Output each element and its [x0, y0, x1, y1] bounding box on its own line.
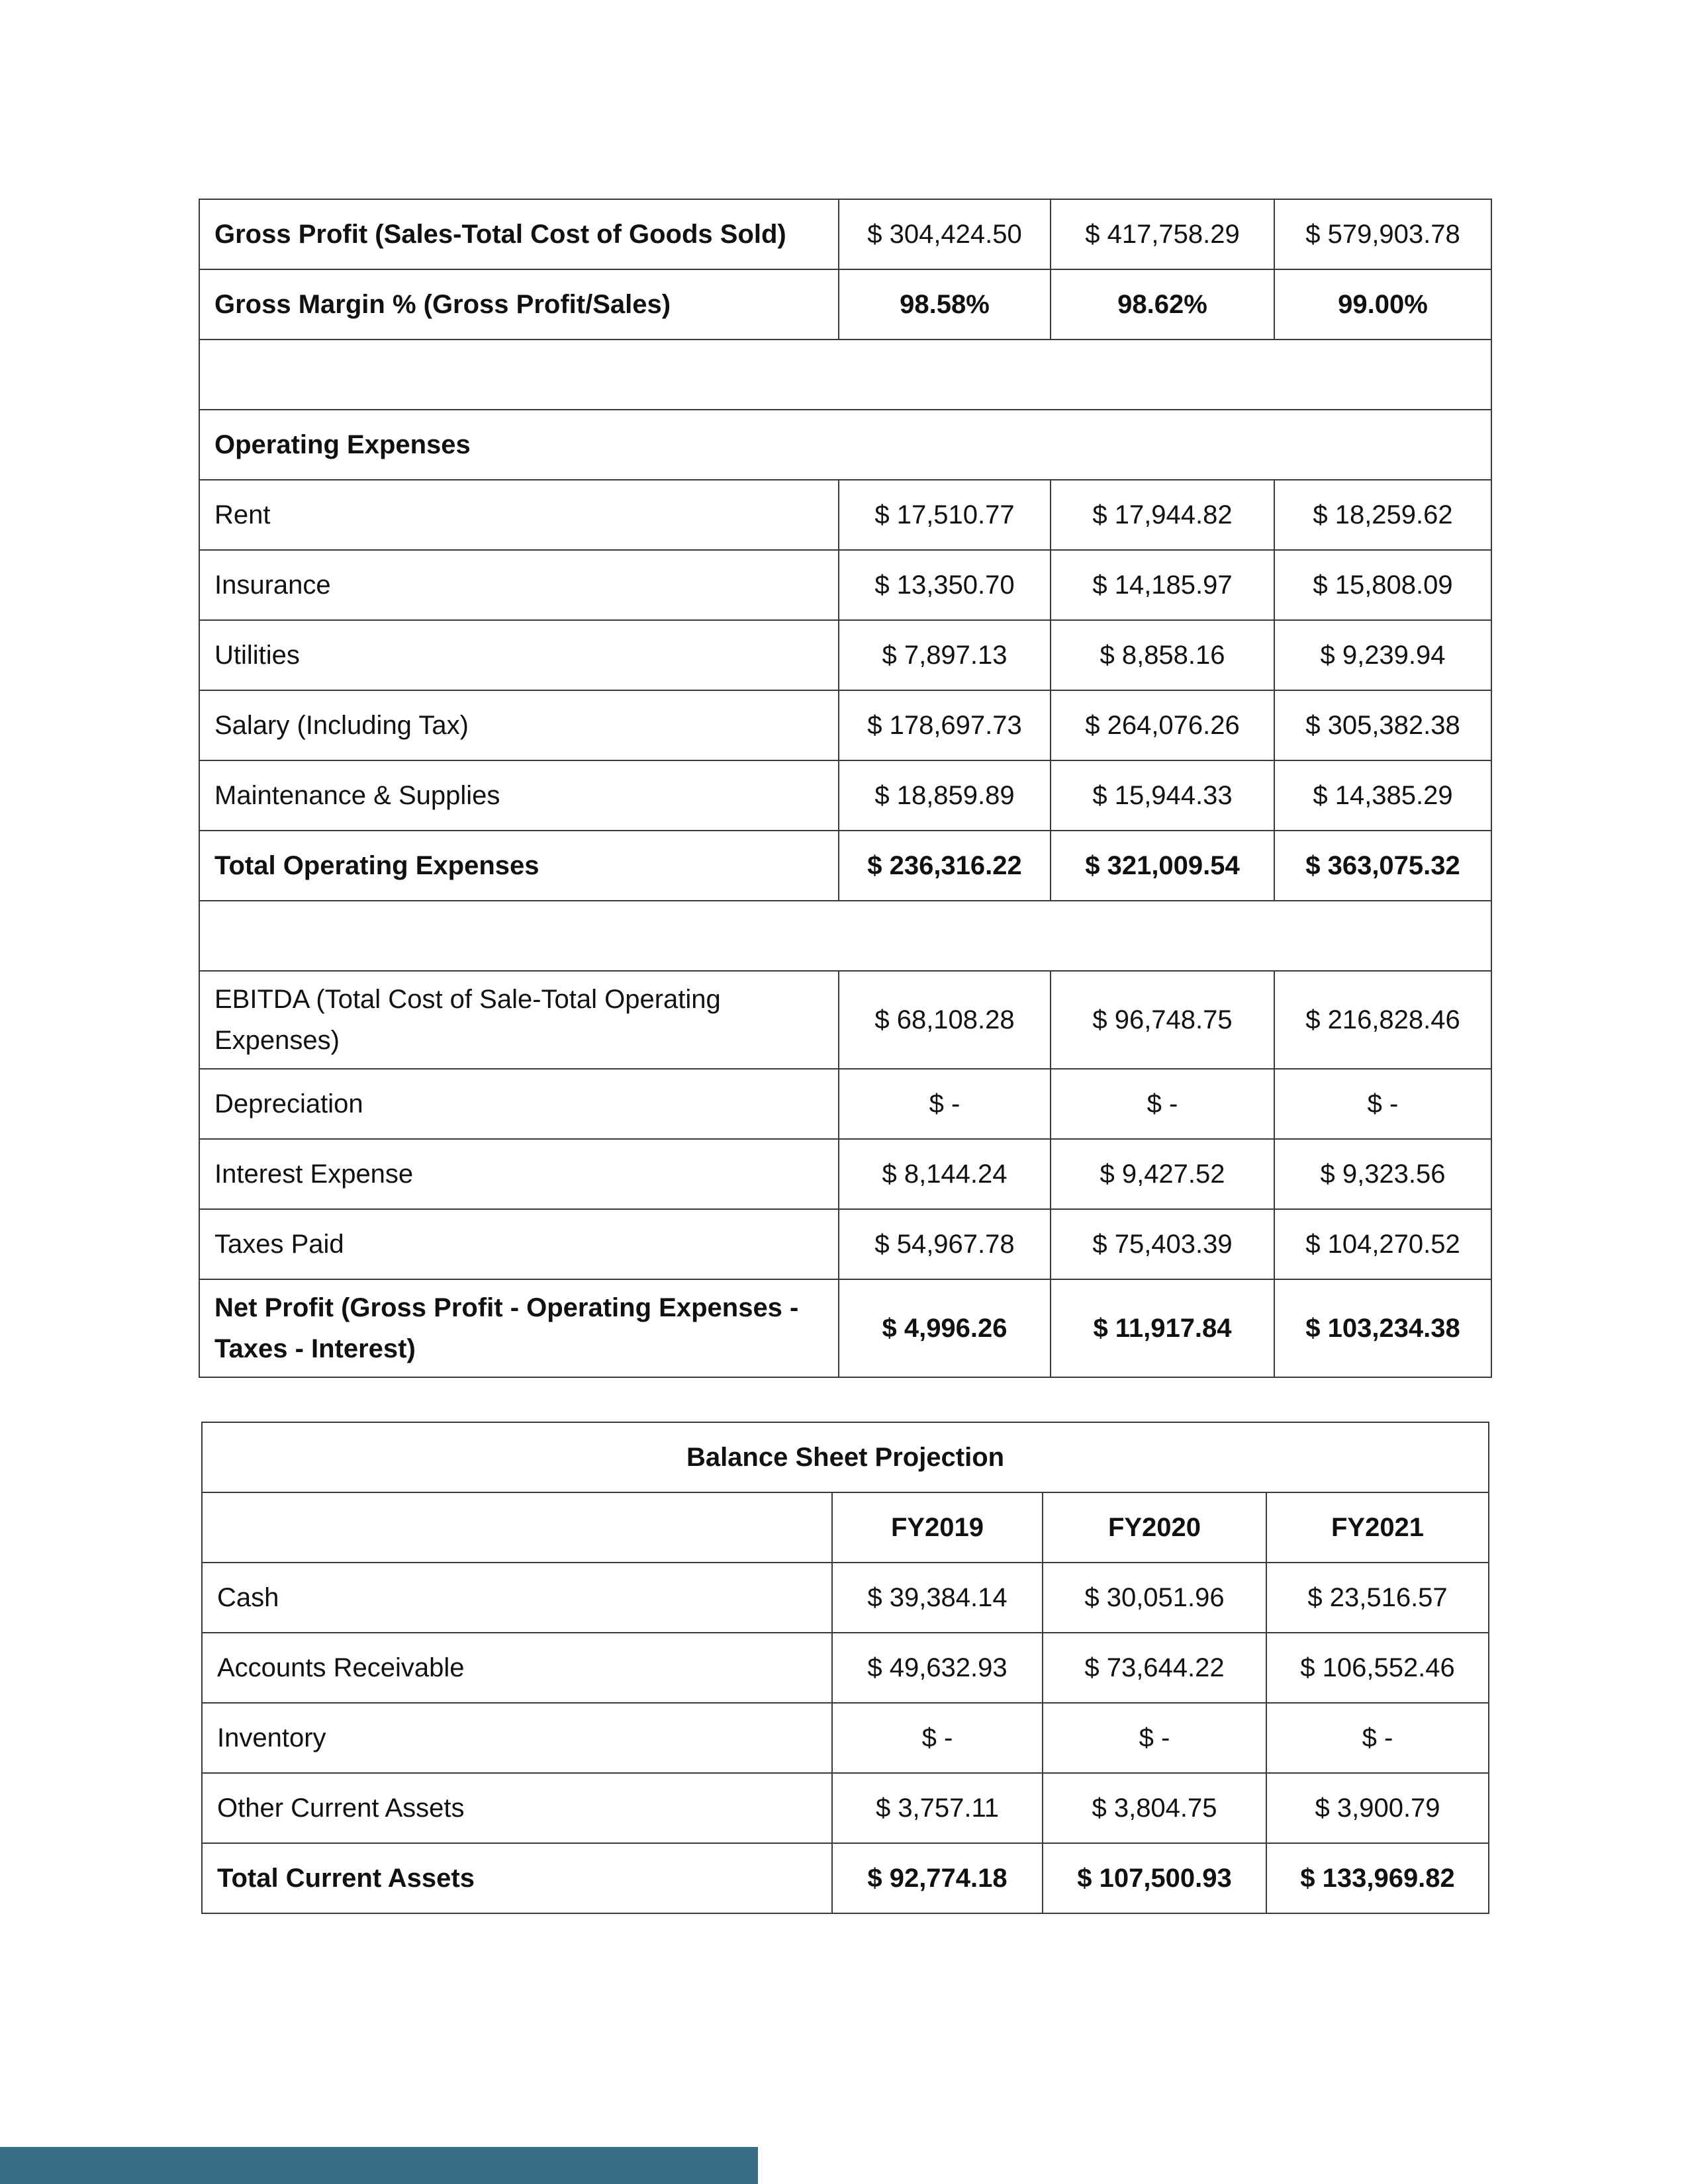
value-cell: $ 363,075.32: [1274, 831, 1491, 901]
footer-accent-bar: [0, 2147, 758, 2184]
value-cell: $ 106,552.46: [1266, 1633, 1489, 1703]
value-cell: $ 264,076.26: [1051, 690, 1274, 760]
value-cell: $ 54,967.78: [839, 1209, 1051, 1279]
value-cell: $ 96,748.75: [1051, 971, 1274, 1069]
value-cell: $ 68,108.28: [839, 971, 1051, 1069]
value-cell: 99.00%: [1274, 269, 1491, 340]
row-label: Taxes Paid: [199, 1209, 839, 1279]
value-cell: $ 92,774.18: [832, 1843, 1043, 1913]
section-heading: Operating Expenses: [199, 410, 1491, 480]
value-cell: $ 9,427.52: [1051, 1139, 1274, 1209]
row-label: Maintenance & Supplies: [199, 760, 839, 831]
value-cell: $ 11,917.84: [1051, 1279, 1274, 1377]
row-label: Gross Profit (Sales-Total Cost of Goods Sold): [199, 199, 839, 269]
table-row: [199, 1069, 1491, 1139]
table-row: [199, 480, 1491, 550]
value-cell: $ 18,259.62: [1274, 480, 1491, 550]
value-cell: $ 216,828.46: [1274, 971, 1491, 1069]
table-row: [199, 1209, 1491, 1279]
row-label: Total Current Assets: [202, 1843, 832, 1913]
row-label: Gross Margin % (Gross Profit/Sales): [199, 269, 839, 340]
section-header-row: [199, 410, 1491, 480]
value-cell: $ -: [839, 1069, 1051, 1139]
value-cell: $ 321,009.54: [1051, 831, 1274, 901]
table-title-row: [202, 1422, 1489, 1492]
value-cell: $ 8,858.16: [1051, 620, 1274, 690]
row-label: Rent: [199, 480, 839, 550]
value-cell: $ 39,384.14: [832, 1563, 1043, 1633]
value-cell: $ -: [1266, 1703, 1489, 1773]
row-label: Total Operating Expenses: [199, 831, 839, 901]
total-row: [199, 831, 1491, 901]
value-cell: $ 133,969.82: [1266, 1843, 1489, 1913]
value-cell: $ 3,757.11: [832, 1773, 1043, 1843]
table-row: [202, 1633, 1489, 1703]
value-cell: $ -: [1274, 1069, 1491, 1139]
value-cell: $ 417,758.29: [1051, 199, 1274, 269]
table-row: [199, 1139, 1491, 1209]
value-cell: $ -: [832, 1703, 1043, 1773]
row-label: Interest Expense: [199, 1139, 839, 1209]
value-cell: $ 75,403.39: [1051, 1209, 1274, 1279]
row-label: Salary (Including Tax): [199, 690, 839, 760]
spacer-row: [199, 901, 1491, 971]
table-row: [199, 760, 1491, 831]
value-cell: 98.58%: [839, 269, 1051, 340]
row-label: Accounts Receivable: [202, 1633, 832, 1703]
table-row: [202, 1563, 1489, 1633]
value-cell: $ 178,697.73: [839, 690, 1051, 760]
row-label: Net Profit (Gross Profit - Operating Expenses - Taxes - Interest): [199, 1279, 839, 1377]
row-label: Cash: [202, 1563, 832, 1633]
column-header: FY2020: [1043, 1492, 1266, 1563]
income-statement-table: [199, 199, 1492, 1378]
value-cell: $ 49,632.93: [832, 1633, 1043, 1703]
table-title: Balance Sheet Projection: [202, 1422, 1489, 1492]
table-row: [199, 269, 1491, 340]
total-row: [202, 1843, 1489, 1913]
value-cell: $ 107,500.93: [1043, 1843, 1266, 1913]
column-header: FY2021: [1266, 1492, 1489, 1563]
value-cell: $ 73,644.22: [1043, 1633, 1266, 1703]
value-cell: $ 236,316.22: [839, 831, 1051, 901]
column-header: FY2019: [832, 1492, 1043, 1563]
spacer-row: [199, 340, 1491, 410]
value-cell: $ 3,900.79: [1266, 1773, 1489, 1843]
table-row: [199, 550, 1491, 620]
value-cell: $ 30,051.96: [1043, 1563, 1266, 1633]
header-row: [202, 1492, 1489, 1563]
row-label: Depreciation: [199, 1069, 839, 1139]
value-cell: $ 9,239.94: [1274, 620, 1491, 690]
value-cell: $ 9,323.56: [1274, 1139, 1491, 1209]
value-cell: 98.62%: [1051, 269, 1274, 340]
empty-cell: [199, 340, 1491, 410]
value-cell: $ -: [1051, 1069, 1274, 1139]
row-label: EBITDA (Total Cost of Sale-Total Operating Expenses): [199, 971, 839, 1069]
row-label: Utilities: [199, 620, 839, 690]
table-row: [199, 690, 1491, 760]
value-cell: $ -: [1043, 1703, 1266, 1773]
value-cell: $ 579,903.78: [1274, 199, 1491, 269]
value-cell: $ 14,385.29: [1274, 760, 1491, 831]
value-cell: $ 7,897.13: [839, 620, 1051, 690]
value-cell: $ 104,270.52: [1274, 1209, 1491, 1279]
table-row: [202, 1773, 1489, 1843]
value-cell: $ 17,510.77: [839, 480, 1051, 550]
value-cell: $ 15,808.09: [1274, 550, 1491, 620]
row-label: Inventory: [202, 1703, 832, 1773]
table-row: [199, 971, 1491, 1069]
value-cell: $ 15,944.33: [1051, 760, 1274, 831]
balance-sheet-table: [201, 1422, 1489, 1914]
value-cell: $ 13,350.70: [839, 550, 1051, 620]
table-row: [199, 620, 1491, 690]
value-cell: $ 3,804.75: [1043, 1773, 1266, 1843]
total-row: [199, 1279, 1491, 1377]
value-cell: $ 4,996.26: [839, 1279, 1051, 1377]
value-cell: $ 305,382.38: [1274, 690, 1491, 760]
value-cell: $ 103,234.38: [1274, 1279, 1491, 1377]
value-cell: $ 17,944.82: [1051, 480, 1274, 550]
value-cell: $ 23,516.57: [1266, 1563, 1489, 1633]
row-label: Insurance: [199, 550, 839, 620]
value-cell: $ 18,859.89: [839, 760, 1051, 831]
row-label: Other Current Assets: [202, 1773, 832, 1843]
empty-cell: [202, 1492, 832, 1563]
value-cell: $ 14,185.97: [1051, 550, 1274, 620]
empty-cell: [199, 901, 1491, 971]
value-cell: $ 304,424.50: [839, 199, 1051, 269]
table-row: [199, 199, 1491, 269]
table-row: [202, 1703, 1489, 1773]
value-cell: $ 8,144.24: [839, 1139, 1051, 1209]
